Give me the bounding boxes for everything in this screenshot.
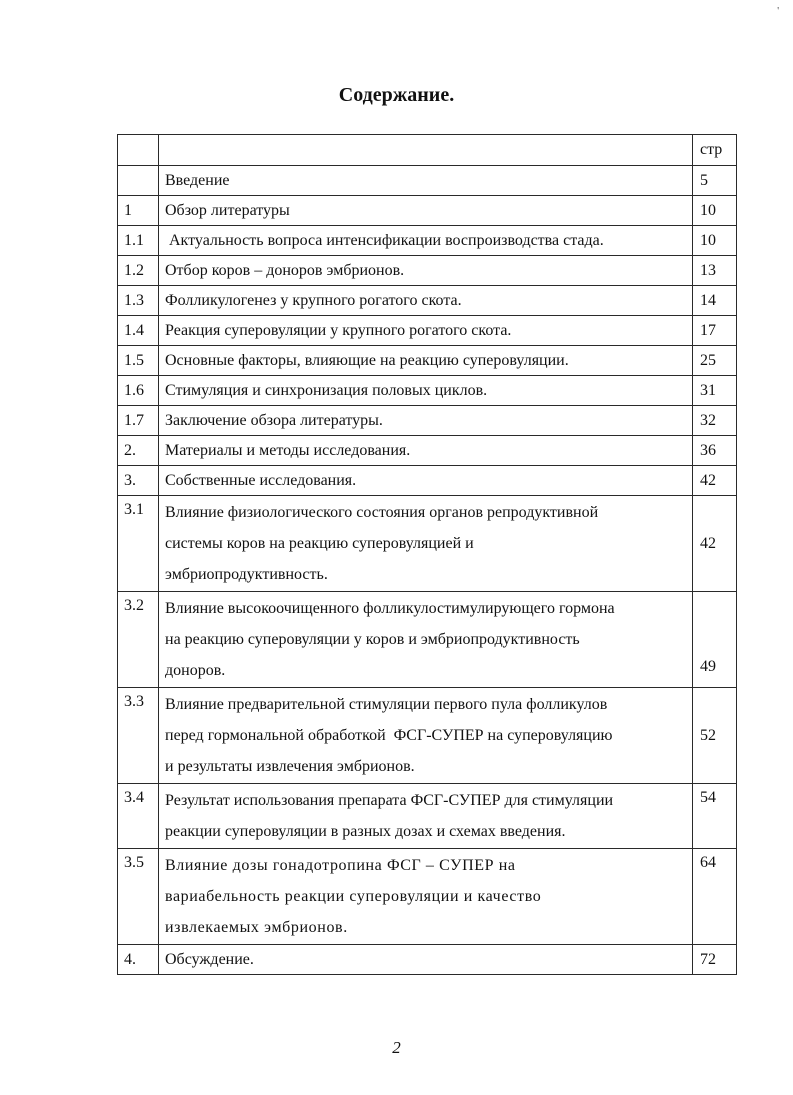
toc-row xyxy=(118,406,737,436)
section-title: Актуальность вопроса интенсификации воспроизводства стада. xyxy=(159,226,693,256)
section-title-line: Влияние дозы гонадотропина ФСГ – СУПЕР на xyxy=(165,857,516,874)
toc-row xyxy=(118,376,737,406)
section-title-line: эмбриопродуктивность. xyxy=(165,566,328,583)
toc-row xyxy=(118,784,737,849)
section-title: Отбор коров – доноров эмбрионов. xyxy=(159,256,693,286)
toc-row xyxy=(118,256,737,286)
section-page: 14 xyxy=(693,286,737,316)
toc-row xyxy=(118,945,737,975)
toc-row xyxy=(118,466,737,496)
section-title-line: перед гормональной обработкой ФСГ-СУПЕР на суперовуляцию xyxy=(165,727,613,744)
section-title xyxy=(159,592,693,688)
section-title: Фолликулогенез у крупного рогатого скота. xyxy=(159,286,693,316)
toc-row xyxy=(118,166,737,196)
section-page: 52 xyxy=(693,688,737,784)
section-page: 5 xyxy=(693,166,737,196)
section-title-line: системы коров на реакцию суперовуляцией и xyxy=(165,535,474,552)
section-title-line: реакции суперовуляции в разных дозах и схемах введения. xyxy=(165,823,566,840)
toc-row xyxy=(118,592,737,688)
section-number: 3.5 xyxy=(118,849,159,945)
section-page: 25 xyxy=(693,346,737,376)
header-num-cell xyxy=(118,135,159,166)
toc-row xyxy=(118,286,737,316)
section-title-line: и результаты извлечения эмбрионов. xyxy=(165,758,415,775)
section-page: 31 xyxy=(693,376,737,406)
section-title-line: Влияние высокоочищенного фолликулостимулирующего гормона xyxy=(165,600,615,617)
section-title: Введение xyxy=(159,166,693,196)
header-title-cell xyxy=(159,135,693,166)
section-title-line: доноров. xyxy=(165,662,226,679)
header-page-cell: стр xyxy=(693,135,737,166)
section-page: 32 xyxy=(693,406,737,436)
section-title xyxy=(159,849,693,945)
section-number: 3.4 xyxy=(118,784,159,849)
section-title-line: Влияние предварительной стимуляции первого пула фолликулов xyxy=(165,696,608,713)
section-title xyxy=(159,688,693,784)
section-page: 72 xyxy=(693,945,737,975)
section-number xyxy=(118,166,159,196)
section-page: 13 xyxy=(693,256,737,286)
section-number: 1.2 xyxy=(118,256,159,286)
toc-row xyxy=(118,226,737,256)
section-number: 1.3 xyxy=(118,286,159,316)
toc-row xyxy=(118,316,737,346)
section-page: 10 xyxy=(693,196,737,226)
toc-row xyxy=(118,436,737,466)
corner-mark: ' xyxy=(777,6,779,17)
section-title-line: на реакцию суперовуляции у коров и эмбриопродуктивность xyxy=(165,631,580,648)
section-number: 1.7 xyxy=(118,406,159,436)
section-title: Собственные исследования. xyxy=(159,466,693,496)
section-title xyxy=(159,496,693,592)
section-title-line: извлекаемых эмбрионов. xyxy=(165,919,348,936)
section-number: 1.6 xyxy=(118,376,159,406)
section-title-line: вариабельность реакции суперовуляции и качество xyxy=(165,888,542,905)
section-title-line: Результат использования препарата ФСГ-СУПЕР для стимуляции xyxy=(165,792,614,809)
section-page: 42 xyxy=(693,496,737,592)
section-number: 4. xyxy=(118,945,159,975)
section-number: 1.4 xyxy=(118,316,159,346)
toc-row xyxy=(118,849,737,945)
section-number: 1.1 xyxy=(118,226,159,256)
section-number: 3.2 xyxy=(118,592,159,688)
toc-header-row xyxy=(118,135,737,166)
toc-row xyxy=(118,496,737,592)
toc-row xyxy=(118,688,737,784)
section-number: 1.5 xyxy=(118,346,159,376)
section-title: Обзор литературы xyxy=(159,196,693,226)
section-number: 3.1 xyxy=(118,496,159,592)
section-title: Материалы и методы исследования. xyxy=(159,436,693,466)
section-title: Обсуждение. xyxy=(159,945,693,975)
section-page: 42 xyxy=(693,466,737,496)
section-number: 3.3 xyxy=(118,688,159,784)
section-page: 10 xyxy=(693,226,737,256)
section-title xyxy=(159,784,693,849)
section-page: 54 xyxy=(693,784,737,849)
section-title: Реакция суперовуляции у крупного рогатого скота. xyxy=(159,316,693,346)
page-number: 2 xyxy=(392,1038,401,1057)
toc-row xyxy=(118,196,737,226)
section-page: 49 xyxy=(693,592,737,688)
section-title: Основные факторы, влияющие на реакцию суперовуляции. xyxy=(159,346,693,376)
section-title: Стимуляция и синхронизация половых циклов. xyxy=(159,376,693,406)
section-page: 36 xyxy=(693,436,737,466)
section-number: 2. xyxy=(118,436,159,466)
section-number: 1 xyxy=(118,196,159,226)
section-number: 3. xyxy=(118,466,159,496)
section-page: 17 xyxy=(693,316,737,346)
page-title: Содержание. xyxy=(338,84,455,106)
section-page: 64 xyxy=(693,849,737,945)
section-title: Заключение обзора литературы. xyxy=(159,406,693,436)
table-of-contents xyxy=(117,134,737,975)
toc-row xyxy=(118,346,737,376)
section-title-line: Влияние физиологического состояния органов репродуктивной xyxy=(165,504,599,521)
